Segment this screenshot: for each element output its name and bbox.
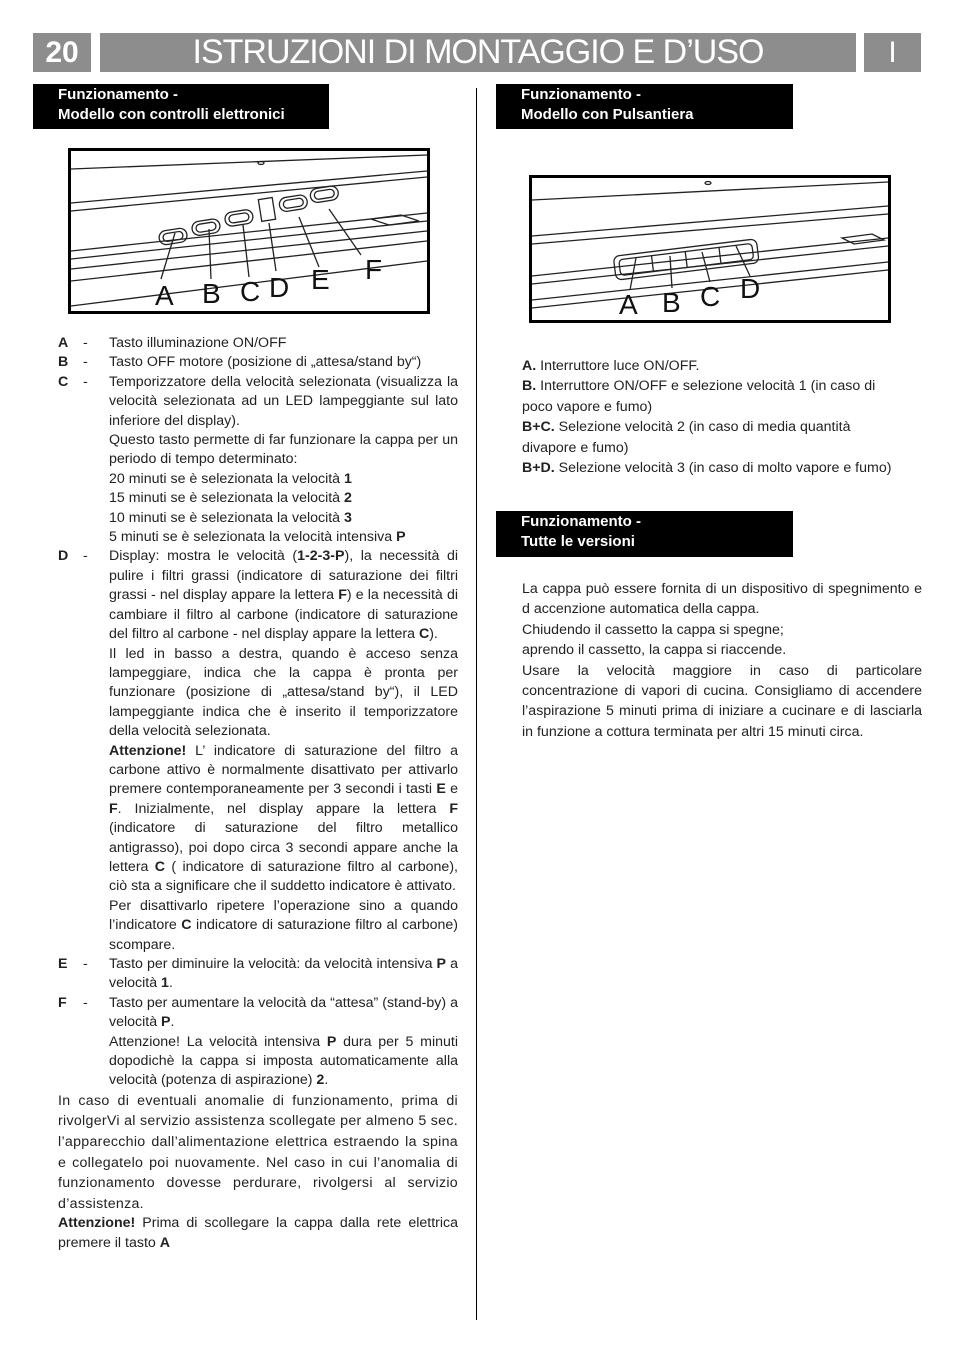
page-number: 20 — [33, 33, 91, 72]
text-bold: A — [159, 1234, 170, 1251]
text-run: ) e la necessità di cambiare il filtro al carbone (indicatore di saturazione del filtro al carbone - nel display appare la lettera — [109, 587, 458, 643]
label-a: A — [619, 289, 638, 320]
text-run: Tasto per diminuire la velocità: da velocità intensiva — [109, 956, 437, 972]
language-tag: I — [864, 33, 921, 72]
item-key: B. — [522, 378, 537, 395]
timer-text: 20 minuti se è selezionata la velocità — [109, 470, 341, 487]
text-run: ), la necessità di pulire i filtri grassi (indicatore di saturazione dei filtri grassi - nel display appare la lettera — [109, 548, 458, 604]
electronic-controls-description — [58, 334, 458, 1253]
text-run: . Inizialmente, nel display appare la lettera — [117, 800, 450, 817]
anomaly-paragraph: In caso di eventuali anomalie di funzionamento, prima di rivolgerVi al servizio assistenza scollegate per almeno 5 sec. l’apparecchio dall’alimentazione elettrica estraendo la spina e collegatelo poi nuovamente. Nel caso in cui l’anomalia di funzionamento dovesse perdurare, rivolgersi al servizio d’assistenza. — [58, 1092, 459, 1212]
section-heading-line2: Tutte le versioni — [521, 533, 635, 550]
list-item-a — [58, 334, 458, 353]
item-key: B+D. — [522, 460, 555, 477]
list-item-b — [522, 376, 922, 396]
text-bold: C — [154, 858, 166, 875]
item-continuation: poco vapore e fumo) — [522, 398, 653, 415]
paragraph: Usare la velocità maggiore in caso di particolare concentrazione di vapori di cucina. Consigliamo di accendere l’aspirazione 5 minuti prima di iniziare a cucinare e di lasciarla in funzione a cottura terminata per altri 15 minuti circa. — [522, 662, 922, 740]
column-divider — [476, 88, 477, 1320]
list-item-b — [58, 353, 458, 372]
item-dash: - — [83, 373, 88, 390]
item-paragraph: Il led in basso a destra, quando è acceso senza lampeggiare, indica che la cappa è pronta per funzionare (posizione di „attesa/stand by“), il LED lampeggiante indica che è inserito il temporizzatore della velocità selezionata. — [109, 645, 458, 740]
item-key: B — [58, 354, 69, 371]
text-run: Tasto per aumentare la velocità da “attesa” (stand-by) a velocità — [109, 994, 458, 1031]
item-key: A. — [522, 358, 537, 374]
text-run: Attenzione! La velocità intensiva — [109, 1033, 327, 1050]
item-dash: - — [83, 956, 88, 972]
text-run: (indicatore di saturazione del filtro metallico antigrasso), poi dopo circa 3 secondi appare anche la lettera — [109, 820, 458, 875]
list-item-bc — [522, 417, 922, 437]
item-paragraph: Questo tasto permette di far funzionare la cappa per un periodo di tempo determinato: — [109, 432, 458, 468]
text-run: ( indicatore di saturazione filtro al carbone), ciò sta a significare che il suddetto indicatore è attivato. — [109, 858, 458, 895]
item-dash: - — [83, 335, 88, 351]
text-run: indicatore di saturazione filtro al carbone) scompare. — [109, 917, 458, 953]
text-bold: P — [436, 956, 447, 972]
section-heading-line1: Funzionamento - — [521, 86, 641, 103]
warning-paragraph — [58, 1214, 458, 1253]
item-paragraph — [109, 897, 458, 955]
text-run: ). — [429, 626, 438, 643]
paragraph: Chiudendo il cassetto la cappa si spegne; — [522, 621, 784, 638]
item-text: Interruttore ON/OFF e selezione velocità 1 (in caso di — [536, 378, 876, 395]
list-item-a — [522, 356, 922, 376]
item-paragraph: Temporizzatore della velocità selezionata (visualizza la velocità selezionata ad un LED lampeggiante sul lato inferiore del display). — [109, 373, 458, 429]
section-heading-electronic — [33, 84, 329, 129]
item-text: Selezione velocità 2 (in caso di media quantità — [554, 419, 851, 436]
item-text: Tasto OFF motore (posizione di „attesa/stand by“) — [109, 354, 422, 371]
all-versions-description — [522, 579, 922, 742]
timer-value: 3 — [344, 509, 352, 526]
text-bold: F — [449, 800, 458, 817]
pushbutton-description — [522, 356, 922, 478]
timer-value: 2 — [344, 490, 352, 507]
list-item-bd — [522, 458, 922, 478]
item-key: C — [58, 373, 69, 390]
text-bold: C — [418, 626, 430, 643]
text-bold: Attenzione! — [109, 742, 187, 759]
text-bold: P — [161, 1014, 171, 1031]
label-d: D — [740, 273, 761, 304]
text-run: Per disattivarlo ripetere l’operazione sino a quando l’indicatore — [109, 897, 458, 934]
text-run: . — [324, 1072, 329, 1089]
text-run: Display: mostra le velocità ( — [109, 548, 298, 565]
label-b: B — [662, 287, 681, 318]
list-item-d — [58, 547, 458, 955]
paragraph: La cappa può essere fornita di un dispositivo di spegnimento e d accenzione automatica della cappa. — [522, 581, 922, 618]
pushbutton-figure — [529, 175, 891, 323]
item-dash: - — [83, 354, 88, 371]
text-run: dura per 5 minuti dopodichè la cappa si imposta automaticamente alla velocità (potenza di aspirazione) — [109, 1033, 459, 1089]
item-text: Tasto illuminazione ON/OFF — [109, 335, 287, 351]
text-bold: C — [181, 917, 192, 934]
label-c: C — [700, 281, 721, 312]
list-item-f — [58, 994, 458, 1091]
timer-text: 10 minuti se è selezionata la velocità — [109, 509, 341, 526]
item-key: F — [58, 994, 67, 1011]
label-b: B — [202, 278, 221, 309]
timer-value: 1 — [344, 470, 352, 487]
text-run: e — [445, 781, 458, 798]
item-text — [109, 955, 458, 994]
item-paragraph — [109, 955, 458, 994]
text-run: Prima di scollegare la cappa dalla rete elettrica premere il tasto — [58, 1215, 458, 1251]
timer-text: 15 minuti se è selezionata la velocità — [109, 490, 341, 507]
text-run: L’ indicatore di saturazione del filtro a carbone attivo è normalmente disattivato per attivarlo premere contemporaneamente per 3 secondi i tasti — [109, 742, 458, 798]
item-dash: - — [83, 548, 88, 565]
list-item-e — [58, 955, 458, 994]
item-paragraph — [109, 1033, 458, 1091]
item-text — [109, 994, 458, 1091]
label-d: D — [269, 272, 290, 303]
section-heading-pushbutton — [496, 84, 793, 129]
timer-value: P — [396, 529, 406, 546]
label-a: A — [155, 280, 174, 311]
item-key: A — [58, 335, 69, 351]
label-e: E — [311, 264, 330, 295]
item-text: Interruttore luce ON/OFF. — [536, 358, 700, 374]
text-bold: E — [436, 781, 446, 798]
text-bold: P — [326, 1033, 337, 1050]
electronic-controls-figure — [68, 148, 430, 314]
item-key: D — [58, 548, 69, 565]
section-heading-all-versions — [496, 511, 793, 557]
item-paragraph — [109, 742, 458, 897]
item-key: E — [58, 956, 68, 972]
text-bold: F — [338, 587, 347, 604]
section-heading-line1: Funzionamento - — [521, 513, 641, 530]
text-bold: Attenzione! — [58, 1215, 136, 1232]
list-item-c — [58, 373, 458, 548]
section-heading-line1: Funzionamento - — [58, 86, 178, 103]
label-f: F — [365, 254, 383, 285]
item-text: Selezione velocità 3 (in caso di molto vapore e fumo) — [554, 460, 892, 477]
item-paragraph — [109, 994, 458, 1033]
timer-line — [109, 470, 458, 489]
text-run: . — [168, 975, 173, 992]
section-heading-line2: Modello con Pulsantiera — [521, 106, 694, 123]
text-bold: 1 — [161, 975, 169, 992]
text-bold: 2 — [316, 1072, 325, 1089]
item-continuation: divapore e fumo) — [522, 439, 629, 456]
timer-line — [109, 528, 458, 547]
item-dash: - — [83, 994, 88, 1011]
section-heading-line2: Modello con controlli elettronici — [58, 106, 285, 123]
paragraph: aprendo il cassetto, la cappa si riaccende. — [522, 642, 787, 659]
item-text — [109, 547, 458, 955]
text-run: . — [170, 1014, 175, 1031]
item-paragraph — [109, 547, 458, 644]
text-bold: F — [109, 800, 118, 817]
item-key: B+C. — [522, 419, 555, 436]
label-c: C — [240, 276, 261, 307]
timer-line — [109, 509, 458, 528]
timer-text: 5 minuti se è selezionata la velocità intensiva — [109, 529, 393, 546]
page-title: ISTRUZIONI DI MONTAGGIO E D’USO — [100, 33, 856, 72]
text-bold: 1-2-3-P — [297, 548, 345, 565]
text-run: a velocità — [109, 956, 458, 992]
item-text — [109, 373, 458, 548]
timer-line — [109, 489, 458, 508]
